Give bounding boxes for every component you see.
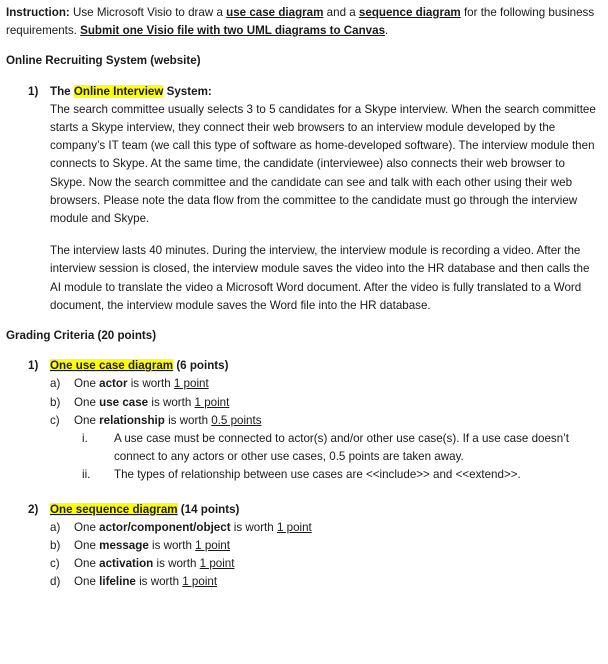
item-points: 1 point <box>194 395 230 409</box>
note-number: ii. <box>82 468 91 482</box>
submit-instruction: Submit one Visio file with two UML diagrams to Canvas <box>80 24 386 38</box>
item-bold: message <box>99 539 149 553</box>
item-pre: One <box>74 575 100 589</box>
item-mid: is worth <box>148 539 196 553</box>
grading-title: Grading Criteria (20 points) <box>6 329 157 343</box>
note-text: The types of relationship between use cases are <<include>> and <<extend>>. <box>114 468 521 482</box>
section-1-paragraph-2: The interview lasts 40 minutes. During the interview, the interview module is recording a video. After the interview session is closed, the interview module saves the video into the HR database and then calls the AI module to translate the video a Microsoft Word document. After the video is fully translated to a Word document, the interview module saves the Word file into the HR database. <box>50 244 590 312</box>
item-letter: c) <box>50 557 60 571</box>
item-bold: actor <box>99 377 128 391</box>
section-1-pre: The <box>50 84 74 98</box>
sequence-points: (14 points) <box>177 502 240 516</box>
list-item <box>82 466 602 484</box>
note-text: A use case must be connected to actor(s) and/or other use case(s). If a use case doesn’t connect to any actors or other use cases, 0.5 points are taken away. <box>114 432 569 464</box>
instruction-label: Instruction: <box>6 6 70 19</box>
section-1-heading <box>28 83 602 101</box>
item-letter: a) <box>50 520 61 534</box>
item-bold: actor/component/object <box>99 520 231 534</box>
online-interview-highlight: Online Interview <box>73 84 164 98</box>
item-mid: is worth <box>127 377 174 391</box>
instruction-text-1: Use Microsoft Visio to draw a <box>69 6 227 19</box>
use-case-number: 1) <box>28 359 39 373</box>
list-item <box>50 519 602 537</box>
item-bold: lifeline <box>99 575 136 589</box>
item-letter: b) <box>50 395 61 409</box>
item-mid: is worth <box>153 557 200 571</box>
list-item <box>50 537 602 555</box>
instruction-paragraph <box>6 4 602 40</box>
item-mid: is worth <box>135 575 183 589</box>
section-1-post: System: <box>163 84 212 98</box>
list-item <box>50 555 602 573</box>
sequence-diagram-link: sequence diagram <box>358 6 461 19</box>
item-points: 1 point <box>195 539 230 553</box>
item-mid: is worth <box>164 413 212 427</box>
item-bold: activation <box>99 557 154 571</box>
use-case-points: (6 points) <box>173 359 229 373</box>
item-pre: One <box>74 520 100 534</box>
list-item <box>50 394 602 412</box>
item-points: 1 point <box>173 377 209 391</box>
use-case-title: One use case diagram <box>50 359 174 373</box>
list-item <box>82 430 602 466</box>
use-case-diagram-link: use case diagram <box>226 6 324 19</box>
sequence-number: 2) <box>28 502 39 516</box>
item-pre: One <box>74 413 100 427</box>
item-points: 1 point <box>182 575 218 589</box>
item-bold: relationship <box>99 413 165 427</box>
item-letter: b) <box>50 539 61 553</box>
section-1-number: 1) <box>28 84 39 98</box>
section-1-paragraph-1: The search committee usually selects 3 to 5 candidates for a Skype interview. When the search committee starts a Skype interview, they connect their web browsers to an interview module developed by the company’s IT team (we call this type of software as home-developed software). The interview module then connects to Skype. At the same time, the candidate (interviewee) also connects their web browser to Skype. Now the search committee and the candidate can see and talk with each other using their web browsers. Please note the data flow from the committee to the candidate must go through the interview module and Skype. <box>50 102 596 226</box>
system-title: Online Recruiting System (website) <box>6 54 201 68</box>
use-case-heading <box>28 357 602 375</box>
item-pre: One <box>74 377 100 391</box>
item-letter: c) <box>50 413 60 427</box>
item-bold: use case <box>99 395 149 409</box>
note-number: i. <box>82 432 88 446</box>
item-letter: d) <box>50 575 61 589</box>
item-mid: is worth <box>230 520 277 534</box>
instruction-text-3: for the following business requirements. <box>6 6 595 38</box>
item-pre: One <box>74 395 100 409</box>
list-item <box>50 412 602 430</box>
item-points: 1 point <box>276 520 312 534</box>
item-points: 0.5 points <box>211 413 262 427</box>
item-mid: is worth <box>148 395 195 409</box>
list-item <box>50 573 602 591</box>
instruction-text-2: and a <box>323 6 359 19</box>
item-pre: One <box>74 557 100 571</box>
instruction-text-4: . <box>385 24 389 38</box>
item-letter: a) <box>50 377 61 391</box>
sequence-heading <box>28 501 602 519</box>
list-item <box>50 375 602 393</box>
item-points: 1 point <box>199 557 235 571</box>
item-pre: One <box>74 539 100 553</box>
sequence-title: One sequence diagram <box>50 502 178 516</box>
